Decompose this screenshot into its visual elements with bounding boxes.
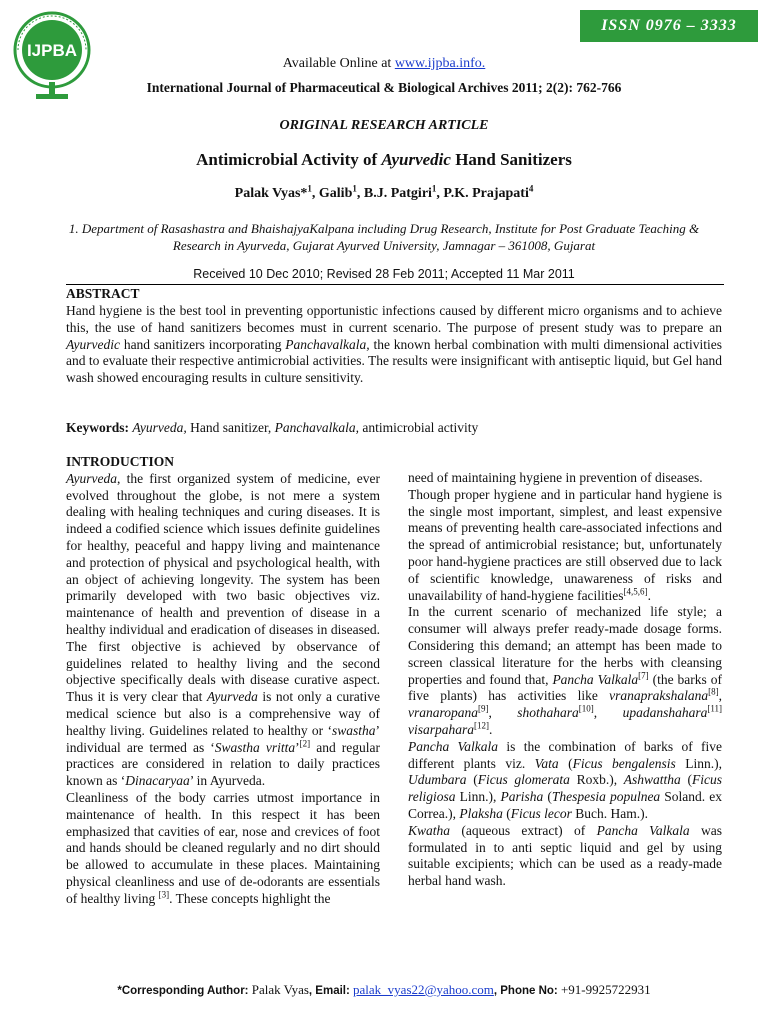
journal-url-link[interactable]: www.ijpba.info. bbox=[394, 56, 486, 71]
keywords-label: Keywords: bbox=[66, 420, 129, 435]
article-dates: Received 10 Dec 2010; Revised 28 Feb 2011; Accepted 11 Mar 2011 bbox=[193, 267, 575, 281]
col2-paragraph-1: Though proper hygiene and in particular hand hygiene is the single most important, simplest, and least expensive means of preventing health care-associated infections and the spread of antimicrobial resistance; but, unfortunately poor hand-hygiene practices are still observed due to lack of scientific knowledge, unawareness of risks and unavailability of hand-hygiene facilities[4,5,6]. bbox=[408, 486, 722, 603]
corresponding-author-footer: *Corresponding Author: Palak Vyas, Email: palak_vyas22@yahoo.com, Phone No: +91-9925722931 bbox=[117, 982, 651, 997]
author: B.J. Patgiri$^1$, bbox=[363, 183, 444, 201]
title-part-3: Hand Sanitizers bbox=[450, 150, 572, 169]
logo-text: IJPBA bbox=[26, 41, 78, 60]
author: Galib$^1$, bbox=[318, 183, 364, 201]
col2-paragraph-2: In the current scenario of mechanized life style; a consumer will always prefer ready-made dosage forms. Considering this demand; an attempt has been made to screen classical literature for the herbs with cleansing properties and found that, Pancha Valkala[7] (the barks of five plants) has activities like vranaprakshalana[8], vranaropana[9], shothahara[10], upadanshahara[11] visarpahara[12]. bbox=[408, 604, 723, 737]
intro-paragraph-2: Cleanliness of the body carries utmost importance in maintenance of health. In this respect it has been emphasized that cavities of ear, nose and crevices of foot and hands should be cleaned regularly and no dirt should be allowed to accumulate in these places. Maintaining physical cleanliness and use of de-odorants are essentials of healthy living [3]. These concepts highlight the bbox=[66, 789, 380, 906]
title-part-1: Antimicrobial Activity of bbox=[196, 150, 382, 169]
article-type: ORIGINAL RESEARCH ARTICLE bbox=[279, 118, 489, 133]
divider bbox=[66, 284, 724, 285]
left-column bbox=[66, 454, 380, 908]
issn-badge: ISSN 0976 – 3333 bbox=[580, 10, 758, 42]
abstract-body: Hand hygiene is the best tool in preventing opportunistic infections caused by different micro organisms and to achieve this, the use of hand sanitizers becomes must in current scenario. The purpose of present study was to prepare an Ayurvedic hand sanitizers incorporating Panchavalkala, the known herbal combination with multi dimensional activities and to evaluate their respective antimicrobial activities. The results were insignificant with antiseptic liquid, but Gel hand wash showed encouraging results in culture sensitivity. bbox=[66, 303, 723, 386]
keywords: Keywords: Ayurveda, Hand sanitizer, Panchavalkala, antimicrobial activity bbox=[66, 420, 479, 435]
abstract-heading: ABSTRACT bbox=[66, 286, 140, 301]
affiliation: 1. Department of Rasashastra and BhaishajyaKalpana including Drug Research, Institute for Post Graduate Teaching & Research in Ayurveda, Gujarat Ayurved University, Jamnagar – 361008, Gujarat bbox=[68, 221, 700, 253]
right-column bbox=[408, 470, 722, 890]
introduction-heading: INTRODUCTION bbox=[66, 454, 175, 469]
author: Palak Vyas*$^1$, bbox=[234, 183, 319, 201]
col2-paragraph-3: Pancha Valkala is the combination of barks of five different plants viz. Vata (Ficus bengalensis Linn.), Udumbara (Ficus glomerata Roxb.), Ashwattha (Ficus religiosa Linn.), Parisha (Thespesia populnea Soland. ex Correa.), Plaksha (Ficus lecor Buch. Ham.). bbox=[408, 738, 723, 821]
journal-citation: International Journal of Pharmaceutical & Biological Archives 2011; 2(2): 762-766 bbox=[146, 80, 622, 95]
email-link[interactable]: palak_vyas22@yahoo.com bbox=[353, 982, 494, 997]
intro-paragraph-1: Ayurveda, the first organized system of medicine, ever evolved throughout the globe, is not mere a system dealing with healing techniques and curing diseases. It is indeed a codified science which issues definite guidelines for healthy, peaceful and happy living and maintenance and protection of physical and psychological health, with an object of achieving longevity. The system has been primarily developed with two basic objectives viz. maintenance of health and prevention of disease in a healthy individual and eradication of diseases in diseased. The first objective is achieved by observance of guidelines related to healthy living and the second objective specifically deals with disease curative aspect. Thus it is very clear that Ayurveda is not only a curative medical science but also is a comprehensive way of healthy living. Guidelines related to healthy or ‘swastha’ individual are termed as ‘Swastha vritta’[2] and regular practices are considered in relation to daily practices known as ‘Dinacaryaa’ in Ayurveda. bbox=[66, 470, 381, 789]
author: P.K. Prajapati$^4$ bbox=[443, 183, 534, 201]
col2-paragraph-0: need of maintaining hygiene in prevention of diseases. bbox=[408, 470, 703, 485]
col2-paragraph-4: Kwatha (aqueous extract) of Pancha Valkala was formulated in to anti septic liquid and gel by using suitable excipients; which can be used as a ready-made herbal hand wash. bbox=[408, 822, 722, 889]
phone-number: +91-9925722931 bbox=[560, 982, 651, 997]
article-title bbox=[0, 150, 768, 170]
author-name: Palak Vyas bbox=[251, 982, 309, 997]
author-list bbox=[0, 183, 768, 202]
availability-line bbox=[0, 56, 768, 72]
title-part-2: Ayurvedic bbox=[381, 150, 451, 169]
available-prefix: Available Online at bbox=[282, 56, 395, 71]
